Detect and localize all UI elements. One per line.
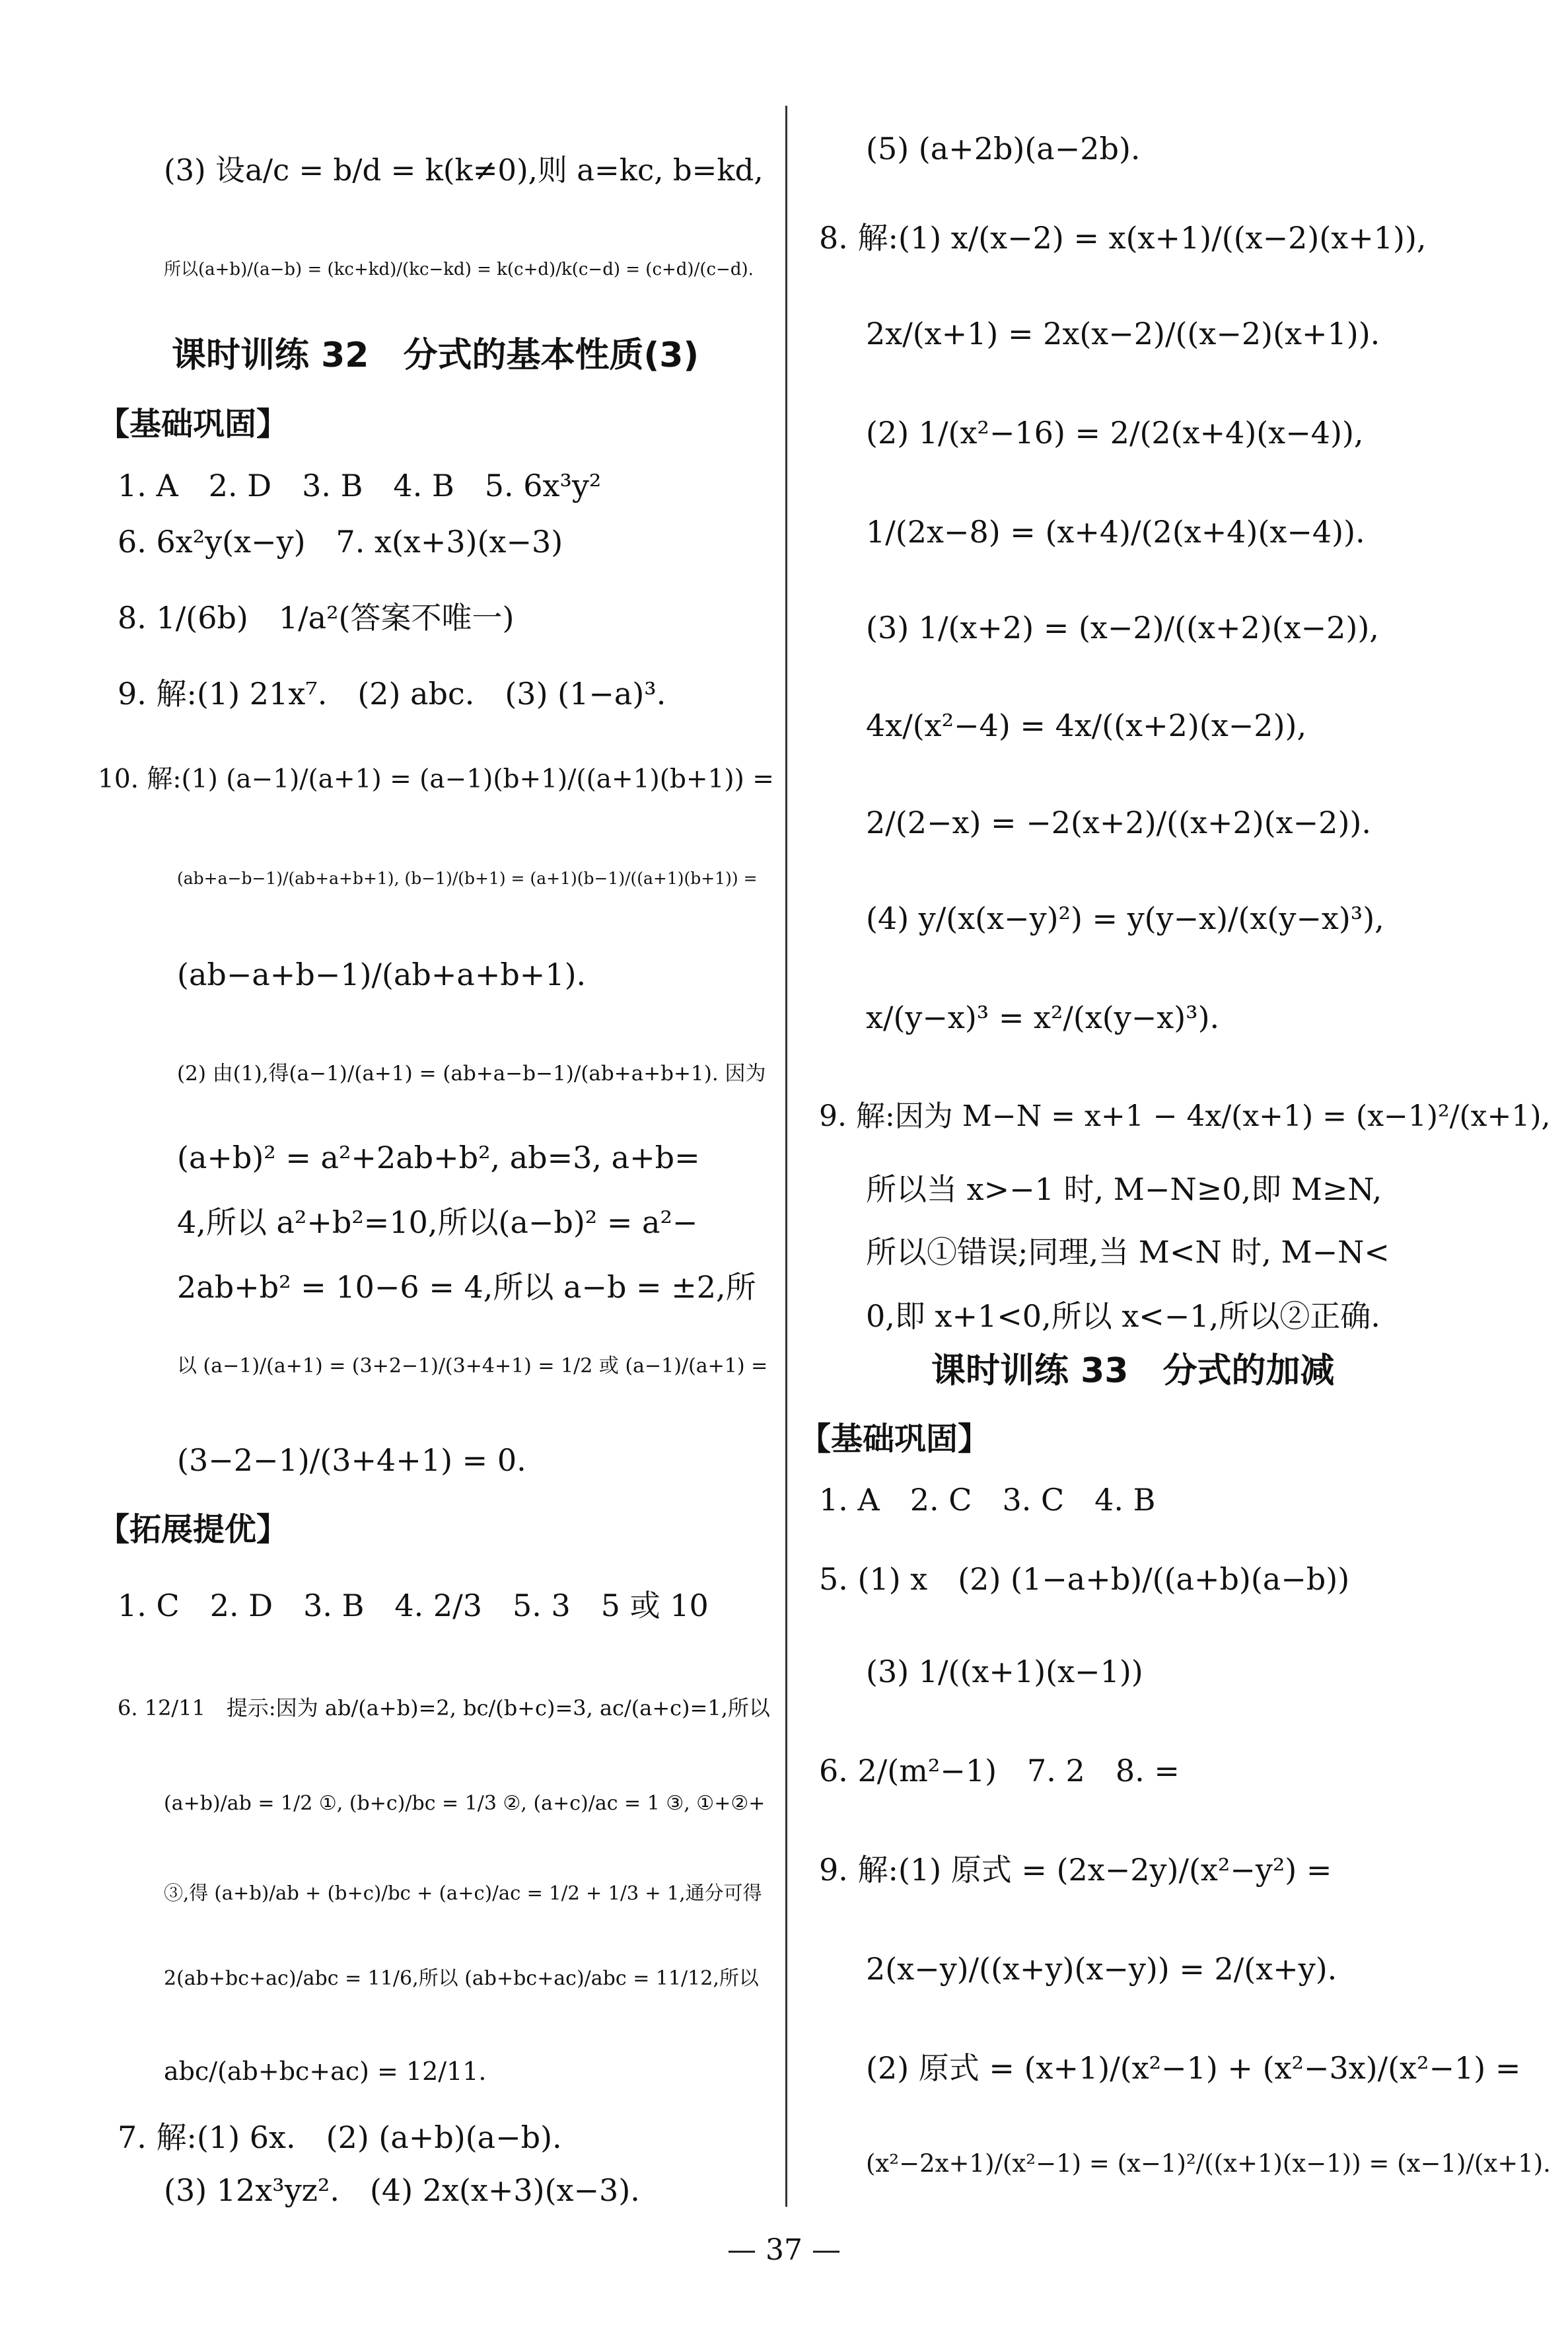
text-line: 10. 解:(1) (a−1)/(a+1) = (a−1)(b+1)/((a+1)(b+1)) = [98, 764, 774, 794]
text-line: ③,得 (a+b)/ab + (b+c)/bc + (a+c)/ac = 1/2 + 1/3 + 1,通分可得 [164, 1882, 762, 1904]
text-line: 9. 解:(1) 原式 = (2x−2y)/(x²−y²) = [819, 1852, 1332, 1888]
text-line: 4x/(x²−4) = 4x/((x+2)(x−2)), [866, 708, 1307, 743]
text-line: 1/(2x−8) = (x+4)/(2(x+4)(x−4)). [866, 514, 1365, 550]
text-line: abc/(ab+bc+ac) = 12/11. [164, 2057, 487, 2086]
text-line: (ab+a−b−1)/(ab+a+b+1), (b−1)/(b+1) = (a+1)(b−1)/((a+1)(b+1)) = [177, 869, 758, 888]
column-divider [785, 106, 787, 2207]
subsection-title: 【基础巩固】 [799, 1421, 990, 1458]
text-line: (ab−a+b−1)/(ab+a+b+1). [177, 957, 587, 992]
text-line: 4,所以 a²+b²=10,所以(a−b)² = a²− [177, 1204, 698, 1240]
text-line: 1. A 2. C 3. C 4. B [819, 1482, 1156, 1518]
text-line: (a+b)² = a²+2ab+b², ab=3, a+b= [177, 1140, 700, 1175]
subsection-title: 【拓展提优】 [98, 1511, 289, 1548]
text-line: (2) 由(1),得(a−1)/(a+1) = (ab+a−b−1)/(ab+a+b+1). 因为 [177, 1062, 766, 1086]
section-title: 课时训练 32 分式的基本性质(3) [172, 336, 699, 375]
text-line: (a+b)/ab = 1/2 ①, (b+c)/bc = 1/3 ②, (a+c)/ac = 1 ③, ①+②+ [164, 1792, 766, 1815]
text-line: (3) 1/((x+1)(x−1)) [866, 1654, 1143, 1689]
subsection-title: 【基础巩固】 [98, 406, 289, 443]
text-line: 2/(2−x) = −2(x+2)/((x+2)(x−2)). [866, 805, 1371, 840]
text-line: 7. 解:(1) 6x. (2) (a+b)(a−b). [118, 2120, 562, 2155]
text-line: (3) 1/(x+2) = (x−2)/((x+2)(x−2)), [866, 610, 1379, 646]
text-line: 5. (1) x (2) (1−a+b)/((a+b)(a−b)) [819, 1561, 1350, 1597]
text-line: 9. 解:因为 M−N = x+1 − 4x/(x+1) = (x−1)²/(x+1), [819, 1099, 1551, 1133]
text-line: x/(y−x)³ = x²/(x(y−x)³). [866, 1000, 1220, 1035]
text-line: 2(x−y)/((x+y)(x−y)) = 2/(x+y). [866, 1951, 1337, 1987]
text-line: (3) 设a/c = b/d = k(k≠0),则 a=kc, b=kd, [164, 153, 764, 188]
text-line: 8. 解:(1) x/(x−2) = x(x+1)/((x−2)(x+1)), [819, 220, 1427, 256]
page-number: — 37 — [727, 2233, 841, 2267]
text-line: 2ab+b² = 10−6 = 4,所以 a−b = ±2,所 [177, 1269, 756, 1305]
text-line: 9. 解:(1) 21x⁷. (2) abc. (3) (1−a)³. [118, 676, 666, 712]
text-line: 1. C 2. D 3. B 4. 2/3 5. 3 5 或 10 [118, 1588, 709, 1623]
text-line: 6. 12/11 提示:因为 ab/(a+b)=2, bc/(b+c)=3, ac/(a+c)=1,所以 [118, 1695, 770, 1720]
text-line: (3) 12x³yz². (4) 2x(x+3)(x−3). [164, 2172, 640, 2208]
text-line: (3−2−1)/(3+4+1) = 0. [177, 1442, 526, 1478]
text-line: (x²−2x+1)/(x²−1) = (x−1)²/((x+1)(x−1)) = (x−1)/(x+1). [866, 2149, 1551, 2178]
text-line: 以 (a−1)/(a+1) = (3+2−1)/(3+4+1) = 1/2 或 (a−1)/(a+1) = [177, 1354, 768, 1378]
text-line: (5) (a+2b)(a−2b). [866, 131, 1141, 166]
text-line: 2(ab+bc+ac)/abc = 11/6,所以 (ab+bc+ac)/abc = 11/12,所以 [164, 1967, 759, 1990]
text-line: 8. 1/(6b) 1/a²(答案不唯一) [118, 600, 515, 636]
text-line: 6. 2/(m²−1) 7. 2 8. = [819, 1753, 1180, 1789]
text-line: 所以当 x>−1 时, M−N≥0,即 M≥N, [866, 1171, 1382, 1207]
text-line: 所以①错误;同理,当 M<N 时, M−N< [866, 1234, 1390, 1270]
text-line: 6. 6x²y(x−y) 7. x(x+3)(x−3) [118, 524, 563, 560]
section-title: 课时训练 33 分式的加减 [931, 1351, 1335, 1391]
text-line: 1. A 2. D 3. B 4. B 5. 6x³y² [118, 468, 602, 503]
text-line: (4) y/(x(x−y)²) = y(y−x)/(x(y−x)³), [866, 901, 1384, 936]
text-line: (2) 原式 = (x+1)/(x²−1) + (x²−3x)/(x²−1) = [866, 2050, 1521, 2086]
text-line: 0,即 x+1<0,所以 x<−1,所以②正确. [866, 1298, 1380, 1334]
text-line: 所以(a+b)/(a−b) = (kc+kd)/(kc−kd) = k(c+d)/k(c−d) = (c+d)/(c−d). [164, 260, 754, 279]
text-line: 2x/(x+1) = 2x(x−2)/((x−2)(x+1)). [866, 316, 1380, 351]
text-line: (2) 1/(x²−16) = 2/(2(x+4)(x−4)), [866, 415, 1364, 451]
